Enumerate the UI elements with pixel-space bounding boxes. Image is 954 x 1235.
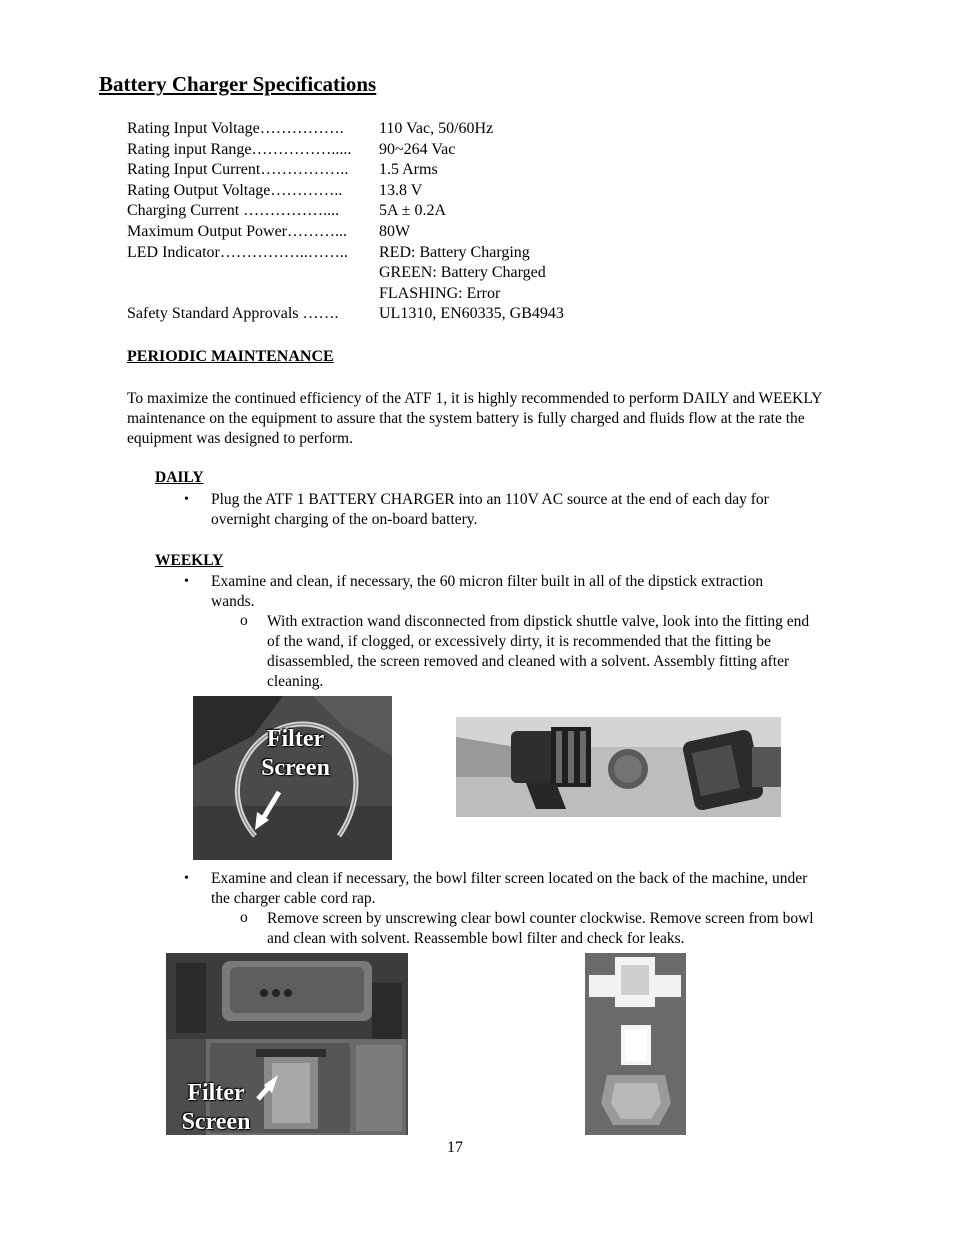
wand-filter-label <box>248 725 343 783</box>
bullet-icon: • <box>184 574 189 589</box>
spec-value: 5A ± 0.2A <box>379 202 447 220</box>
wand-filter-photo <box>193 696 392 860</box>
spec-row <box>127 140 564 161</box>
bowl-parts-image <box>585 953 686 1135</box>
daily-heading: DAILY <box>155 469 204 486</box>
weekly-sub-bowl-text: Remove screen by unscrewing clear bowl counter clockwise. Remove screen from bowl and clean with solvent. Reassemble bowl filter and check for leaks. <box>267 910 814 947</box>
spec-value: 110 Vac, 50/60Hz <box>379 120 494 137</box>
spec-row <box>127 304 564 325</box>
daily-bullet <box>184 490 821 530</box>
spec-row <box>127 243 564 264</box>
spec-value: RED: Battery Charging <box>379 243 530 261</box>
weekly-bullet-filter-text: Examine and clean, if necessary, the 60 micron filter built in all of the dipstick extraction wands. <box>211 573 764 610</box>
weekly-sub-bowl <box>240 909 827 949</box>
spec-label: Rating input Range……………..... <box>127 140 352 158</box>
weekly-bullet-bowl-text: Examine and clean if necessary, the bowl filter screen located on the back of the machine, under the charger cable cord rap. <box>211 870 808 907</box>
spec-row <box>127 119 564 140</box>
fitting-disassembled-photo <box>456 717 781 817</box>
spec-value: 1.5 Arms <box>379 161 438 179</box>
spec-value: FLASHING: Error <box>379 284 501 302</box>
daily-bullet-text: Plug the ATF 1 BATTERY CHARGER into an 110V AC source at the end of each day for overnight charging of the on-board battery. <box>211 491 769 528</box>
spec-label: Rating Input Voltage……………. <box>127 120 344 137</box>
weekly-bullet-bowl <box>184 869 811 909</box>
bowl-filter-photo <box>166 953 408 1135</box>
bowl-filter-label-line1: Filter <box>187 1080 245 1106</box>
wand-filter-label-line2: Screen <box>261 755 330 781</box>
sub-bullet-icon: o <box>240 612 248 629</box>
maintenance-intro: To maximize the continued efficiency of the ATF 1, it is highly recommended to perform DAILY and WEEKLY maintenance on the equipment to assure that the system battery is fully charged and fluids flow at the rate the equipment was designed to perform. <box>127 390 822 447</box>
bowl-filter-label <box>170 1079 262 1135</box>
spec-value: UL1310, EN60335, GB4943 <box>379 305 564 323</box>
bowl-filter-label-line2: Screen <box>181 1109 251 1135</box>
page-number: 17 <box>447 1139 463 1156</box>
spec-label <box>127 263 379 284</box>
spec-row <box>127 222 564 243</box>
spec-value: GREEN: Battery Charged <box>379 264 546 282</box>
wand-filter-label-line1: Filter <box>266 726 325 752</box>
spec-label: Rating Input Current…………….. <box>127 161 349 179</box>
weekly-heading: WEEKLY <box>155 552 224 569</box>
spec-label: Maximum Output Power………... <box>127 222 347 240</box>
spec-row <box>127 284 564 305</box>
spec-row <box>127 201 564 222</box>
weekly-sub-wand <box>240 612 817 692</box>
weekly-sub-wand-text: With extraction wand disconnected from dipstick shuttle valve, look into the fitting end of the wand, if clogged, or excessively dirty, it is recommended that the fitting be disassembled, the screen removed and cleaned with a solvent. Assembly fitting after cleaning. <box>267 613 810 690</box>
spec-label: LED Indicator……………..…….. <box>127 243 348 261</box>
spec-row <box>127 181 564 202</box>
spec-row <box>127 263 564 284</box>
spec-label: Safety Standard Approvals ……. <box>127 305 339 323</box>
sub-bullet-icon: o <box>240 909 248 926</box>
spec-value: 80W <box>379 222 411 240</box>
spec-row <box>127 160 564 181</box>
bullet-icon: • <box>184 871 189 886</box>
bowl-parts-photo <box>585 953 686 1135</box>
weekly-bullet-filter <box>184 572 771 612</box>
spec-label: Charging Current …………….... <box>127 202 340 220</box>
spec-label <box>127 284 379 305</box>
maintenance-heading: PERIODIC MAINTENANCE <box>127 348 334 365</box>
spec-value: 90~264 Vac <box>379 140 456 158</box>
bullet-icon: • <box>184 492 189 507</box>
fitting-disassembled-image <box>456 717 781 817</box>
page-title: Battery Charger Specifications <box>99 72 377 96</box>
spec-value: 13.8 V <box>379 181 423 199</box>
spec-table <box>127 119 564 325</box>
spec-label: Rating Output Voltage………….. <box>127 181 343 199</box>
